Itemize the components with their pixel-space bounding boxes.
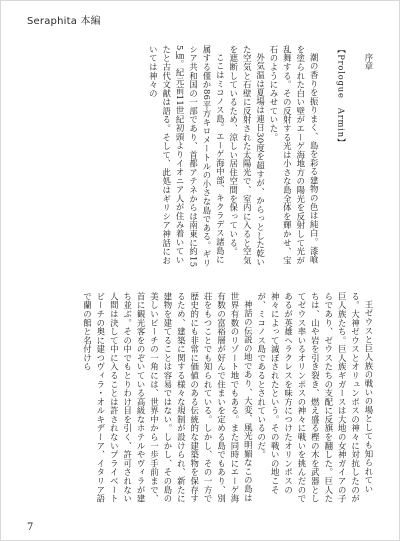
paragraph: ここはミコノス島。エーゲ海中部、キクラデス諸島に属する僅か86平方キロメートルの小さな島である。ギリシア共和国の一部であり、首都アテネからは南東に約155㎞。紀元前11世紀初頭よりイオニア人が住み着いていたと古代文献は語る。そして、此処はギリシア神話においては神々の [148,45,226,268]
paragraph: 神話の伝説の地であり、大変、風光明媚なこの島は世界有数のリゾート地でもある。また同時にエーゲ海有数の富裕層が好んで住まいを定める島でもあり、別荘をもつことでも知られている。しかし、その一方で歴史的にも非常に価値のある伝統的な建築物を保存するため、建築に関する様々な規制が設けられ、新たに建物を建てることは容易ではない。しかし、その島の美しいビーチの一角には、世界中から一歩手前まで、首に観光客をのぞいている高級なホテルやヴィラが建ち並ぶ。その中でもとりわけ目を引く、許可されない人間は決して中に入ることは許されないプライベートビーチの奥に建つヴィラ・オルキデーア、イタリア語で蘭の館と名付けら [82,292,254,503]
top-text-block [49,45,375,271]
bottom-text-block [49,292,375,506]
section-tag: 【Prologue Armin】 [336,45,347,148]
running-head: Seraphita 本編 [27,16,101,27]
paragraph: 潮の香りを振りまく、島を彩る建物の色は純白。漆喰を塗られた白い壁がエーゲ海地方の陽光を反射して光が乱舞する。その反射する光は小さな島全体を輝かせ、宝石のようにみせていた。 [268,45,320,265]
paragraph: 王ゼウスと巨人族の戦いの場としても知られている。大神ゼウスとオリュンポスの神々に対抗したのが巨人族たち。巨人族ギガースは大地の女神ガイアの子らであり、ゼウスたちの支配に反旗を翻した。巨人たちは、山や岩を引き裂き、燃え盛る樫の木を武器としてゼウス率いるオリンポスの神々に戦いを挑んだのであるが英雄ヘラクレスを味方につけたオリンポスの神々によって滅ぼされたという。その戦いの地こそが、ミコノス島であるとされているのだ。 [256,292,374,503]
chapter-title: 序章 [364,53,374,71]
paragraph: 外気温は夏場は連日30度を超すが、からっとした乾いた空気と石壁に反射された太陽光で、室内に入ると空気を遮断しているため、涼しい居住空間を保っている。 [228,45,266,268]
page-number: 7 [27,522,34,533]
